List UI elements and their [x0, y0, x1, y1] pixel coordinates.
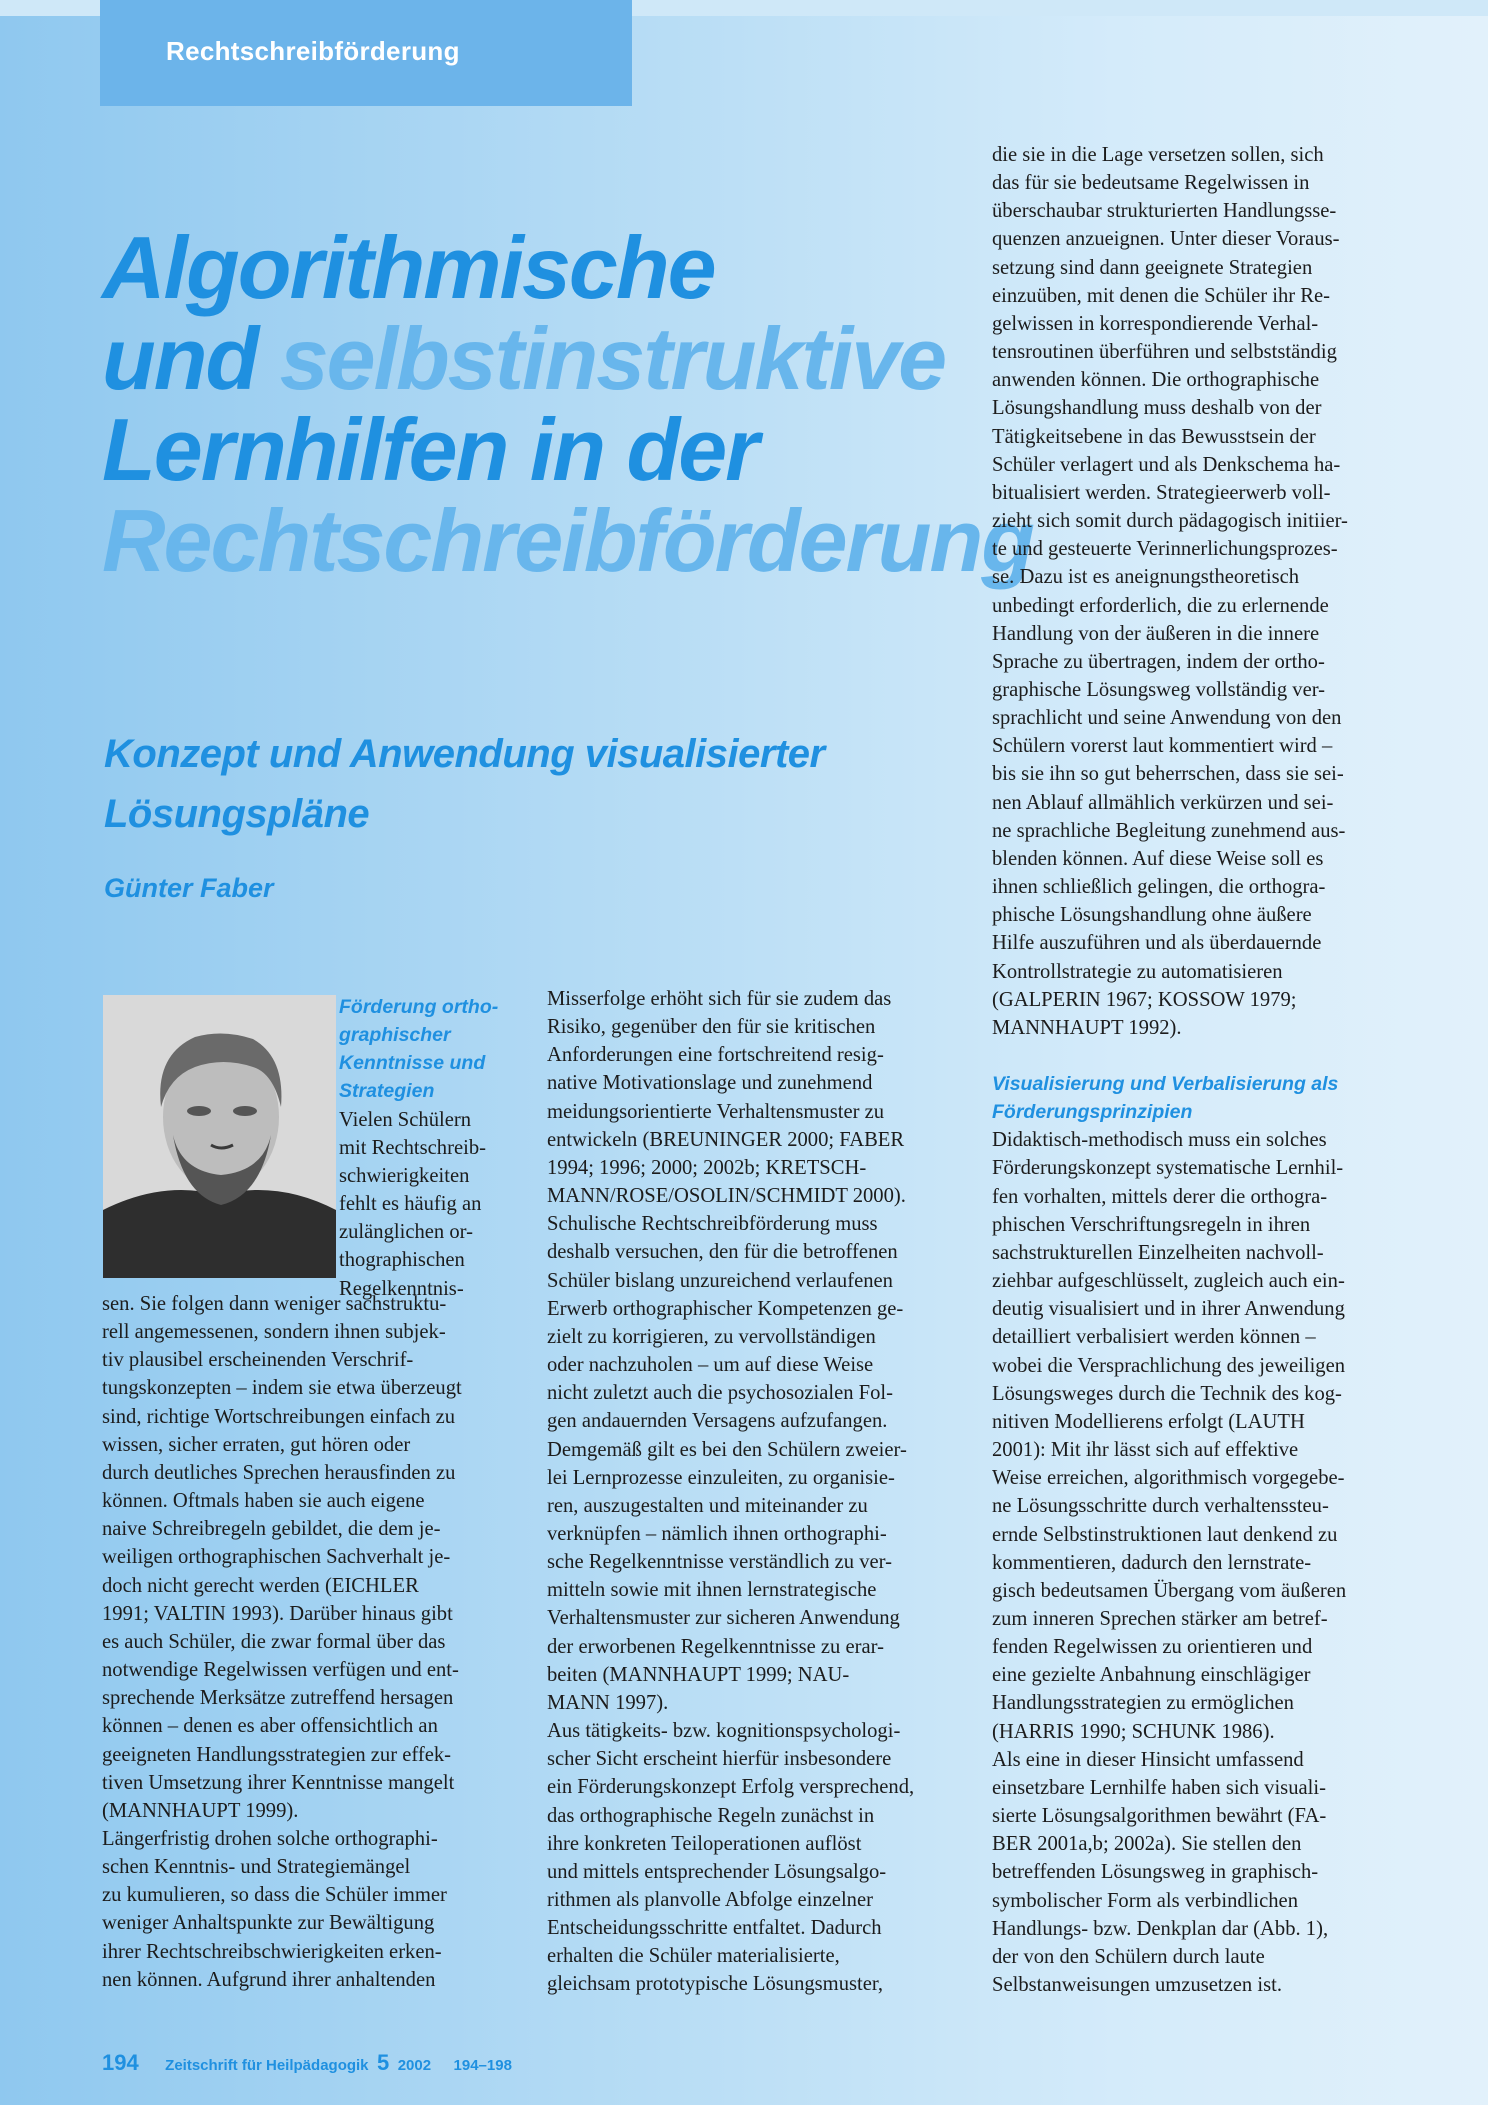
text-line: sind, richtige Wortschreibungen einfach zu [102, 1405, 456, 1428]
text-line: Schülern vorerst laut kommentiert wird – [992, 735, 1333, 758]
text-line: schen Kenntnis- und Strategiemängel [102, 1856, 411, 1879]
text-line: mit Rechtschreib- [339, 1136, 486, 1159]
paragraph-gap [992, 1042, 1412, 1070]
text-line: einzuüben, mit denen die Schüler ihr Re- [992, 284, 1330, 307]
text-line: nen können. Aufgrund ihrer anhaltenden [102, 1968, 436, 1991]
text-line: der von den Schülern durch laute [992, 1945, 1265, 1968]
text-line: tiven Umsetzung ihrer Kenntnisse mangelt [102, 1771, 455, 1794]
text-line: (GALPERIN 1967; KOSSOW 1979; [992, 988, 1297, 1011]
text-line: 1994; 1996; 2000; 2002b; KRETSCH- [547, 1156, 867, 1179]
text-line: symbolischer Form als verbindlichen [992, 1889, 1298, 1912]
text-line: rell angemessenen, sondern ihnen subjek- [102, 1321, 446, 1344]
sidebar-heading-line: graphischer [339, 1024, 451, 1047]
sidebar-heading-line: Förderung ortho- [339, 996, 499, 1018]
text-line: einsetzbare Lernhilfe haben sich visuali- [992, 1776, 1326, 1799]
text-line: sprachlicht und seine Anwendung von den [992, 707, 1342, 730]
text-line: ziehbar aufgeschlüsselt, zugleich auch ein- [992, 1270, 1345, 1293]
text-line: doch nicht gerecht werden (EICHLER [102, 1574, 419, 1597]
text-line: mitteln sowie mit ihnen lernstrategische [547, 1579, 877, 1602]
text-line: beiten (MANNHAUPT 1999; NAU- [547, 1663, 850, 1686]
text-line: ein Förderungskonzept Erfolg versprechend, [547, 1776, 915, 1799]
text-line: graphische Lösungsweg vollständig ver- [992, 678, 1326, 701]
text-line: Handlungs- bzw. Denkplan dar (Abb. 1), [992, 1917, 1329, 1940]
text-line: naive Schreibregeln gebildet, die dem je- [102, 1518, 441, 1541]
text-line: Handlungsstrategien zu ermöglichen [992, 1692, 1294, 1715]
page-range: 194–198 [453, 2057, 512, 2074]
text-line: geeigneten Handlungsstrategien zur effek- [102, 1743, 451, 1766]
sidebar-heading-block [339, 993, 499, 1303]
column-2 [547, 985, 957, 1999]
text-line: wissen, sicher erraten, gut hören oder [102, 1433, 411, 1456]
section-heading-line: Visualisierung und Verbalisierung als [992, 1073, 1339, 1095]
text-line: ren, auszugestalten und miteinander zu [547, 1494, 868, 1517]
text-line: Handlung von der äußeren in die innere [992, 622, 1320, 645]
section-label: Rechtschreibförderung [166, 36, 460, 66]
text-line: phischen Verschriftungsregeln in ihren [992, 1213, 1311, 1236]
text-line: nen Ablauf allmählich verkürzen und sei- [992, 791, 1334, 814]
text-line: zulänglichen or- [339, 1221, 473, 1244]
text-line: Schulische Rechtschreibförderung muss [547, 1213, 878, 1236]
text-line: weiligen orthographischen Sachverhalt je- [102, 1546, 451, 1569]
text-line: gisch bedeutsamen Übergang vom äußeren [992, 1579, 1347, 1602]
text-line: meidungsorientierte Verhaltensmuster zu [547, 1100, 885, 1123]
column-1 [102, 1290, 512, 1994]
text-line: Didaktisch-methodisch muss ein solches [992, 1129, 1327, 1152]
issue-number: 5 [376, 2050, 390, 2075]
text-line: und mittels entsprechender Lösungsalgo- [547, 1860, 887, 1883]
text-line: Weise erreichen, algorithmisch vorgegebe- [992, 1467, 1345, 1490]
text-line: sierte Lösungsalgorithmen bewährt (FA- [992, 1805, 1327, 1828]
text-line: Anforderungen eine fortschreitend resig- [547, 1044, 884, 1067]
text-line: Verhaltensmuster zur sicheren Anwendung [547, 1607, 900, 1630]
text-line: Risiko, gegenüber den für sie kritischen [547, 1016, 876, 1039]
text-line: rithmen als planvolle Abfolge einzelner [547, 1889, 873, 1911]
text-line: tensroutinen überführen und selbstständig [992, 341, 1337, 364]
text-line: BER 2001a,b; 2002a). Sie stellen den [992, 1833, 1302, 1856]
text-line: Aus tätigkeits- bzw. kognitionspsychologi- [547, 1720, 901, 1743]
text-line: eine gezielte Anbahnung einschlägiger [992, 1664, 1311, 1687]
text-line: deutig visualisiert und in ihrer Anwendung [992, 1298, 1345, 1321]
text-line: Förderungskonzept systematische Lernhil- [992, 1157, 1344, 1180]
title-line-2-light: selbstinstruktive [279, 309, 946, 408]
text-line: entwickeln (BREUNINGER 2000; FABER [547, 1128, 905, 1151]
text-line: gelwissen in korrespondierende Verhal- [992, 312, 1319, 335]
text-line: sprechende Merksätze zutreffend hersagen [102, 1687, 454, 1710]
text-line: native Motivationslage und zunehmend [547, 1072, 873, 1095]
text-line: Demgemäß gilt es bei den Schülern zweier- [547, 1438, 907, 1461]
text-line: tiv plausibel erscheinenden Verschrif- [102, 1349, 414, 1372]
text-line: ernde Selbstinstruktionen laut denkend zu [992, 1523, 1338, 1546]
text-line: setzung sind dann geeignete Strategien [992, 256, 1313, 279]
text-line: deshalb versuchen, den für die betroffenen [547, 1241, 898, 1264]
text-line: betreffenden Lösungsweg in graphisch- [992, 1861, 1319, 1884]
text-line: ne sprachliche Begleitung zunehmend aus- [992, 819, 1346, 842]
text-line: anwenden können. Die orthographische [992, 369, 1320, 392]
article-subtitle [104, 724, 924, 844]
article-title [102, 218, 1034, 590]
text-line: Schüler verlagert und als Denkschema ha- [992, 453, 1341, 476]
title-line-3: Lernhilfen in der [102, 400, 758, 499]
sidebar-heading-line: Kenntnisse und [339, 1052, 486, 1075]
text-line: unbedingt erforderlich, die zu erlernende [992, 594, 1329, 617]
text-line: fehlt es häufig an [339, 1193, 482, 1216]
text-line: Misserfolge erhöht sich für sie zudem das [547, 988, 892, 1010]
title-line-2-dark: und [102, 309, 280, 408]
text-line: fenden Regelwissen zu orientieren und [992, 1636, 1313, 1659]
text-line: es auch Schüler, die zwar formal über das [102, 1630, 446, 1653]
text-line: ihrer Rechtschreibschwierigkeiten erken- [102, 1940, 442, 1963]
text-line: detailliert verbalisiert werden können – [992, 1326, 1316, 1349]
text-line: ihre konkreten Teiloperationen auflöst [547, 1832, 862, 1855]
title-line-2 [102, 309, 982, 408]
title-line-1: Algorithmische [102, 218, 715, 317]
text-line: tungskonzepten – indem sie etwa überzeugt [102, 1377, 462, 1400]
text-line: Regelkenntnis- [339, 1277, 464, 1300]
text-line: MANNHAUPT 1992). [992, 1016, 1182, 1039]
text-line: notwendige Regelwissen verfügen und ent- [102, 1659, 459, 1682]
text-line: Längerfristig drohen solche orthographi- [102, 1827, 438, 1850]
text-line: können – denen es aber offensichtlich an [102, 1715, 438, 1738]
author-portrait-image [103, 995, 336, 1278]
sidebar-heading-line: Strategien [339, 1080, 435, 1103]
text-line: sachstrukturellen Einzelheiten nachvoll- [992, 1241, 1324, 1264]
text-line: schwierigkeiten [339, 1164, 470, 1187]
text-line: 2001): Mit ihr lässt sich auf effektive [992, 1439, 1299, 1462]
text-line: blenden können. Auf diese Weise soll es [992, 847, 1324, 870]
text-line: zielt zu korrigieren, zu vervollständigen [547, 1325, 876, 1348]
text-line: zieht sich somit durch pädagogisch initiier- [992, 510, 1348, 533]
issue-year: 2002 [397, 2057, 432, 2074]
text-line: durch deutliches Sprechen herausfinden zu [102, 1461, 456, 1484]
text-line: ihnen schließlich gelingen, die orthogra- [992, 876, 1326, 899]
text-line: weniger Anhaltspunkte zur Bewältigung [102, 1912, 435, 1935]
text-line: fen vorhalten, mittels derer die orthogra- [992, 1185, 1328, 1208]
text-line: gleichsam prototypische Lösungsmuster, [547, 1973, 884, 1996]
text-line: gen andauernden Versagens aufzufangen. [547, 1410, 888, 1433]
author-photo [103, 995, 336, 1278]
text-line: lei Lernprozesse einzuleiten, zu organisie- [547, 1466, 895, 1489]
page-number: 194 [102, 2050, 139, 2075]
text-line: nicht zuletzt auch die psychosozialen Fol- [547, 1382, 893, 1405]
text-line: Selbstanweisungen umzusetzen ist. [992, 1974, 1282, 1996]
text-line: oder nachzuholen – um auf diese Weise [547, 1354, 874, 1377]
text-line: phische Lösungshandlung ohne äußere [992, 904, 1312, 927]
text-line: zu kumulieren, so dass die Schüler immer [102, 1884, 447, 1907]
text-line: Sprache zu übertragen, indem der ortho- [992, 650, 1325, 673]
text-line: (MANNHAUPT 1999). [102, 1799, 299, 1822]
text-line: zum inneren Sprechen stärker am betref- [992, 1607, 1328, 1630]
text-line: nitiven Modellierens erfolgt (LAUTH [992, 1410, 1305, 1433]
text-line: sen. Sie folgen dann weniger sachstruktu- [102, 1293, 447, 1315]
text-line: verknüpfen – nämlich ihnen orthographi- [547, 1522, 887, 1545]
text-line: der erworbenen Regelkenntnisse zu erar- [547, 1635, 884, 1658]
subtitle-line-2: Lösungspläne [104, 792, 370, 836]
author-name: Günter Faber [104, 873, 274, 903]
text-line: thographischen [339, 1249, 465, 1272]
text-line: wobei die Versprachlichung des jeweiligen [992, 1354, 1346, 1377]
text-line: 1991; VALTIN 1993). Darüber hinaus gibt [102, 1602, 453, 1625]
text-line: Erwerb orthographischer Kompetenzen ge- [547, 1297, 904, 1320]
text-line: (HARRIS 1990; SCHUNK 1986). [992, 1720, 1275, 1743]
text-line: quenzen anzueignen. Unter dieser Voraus- [992, 228, 1340, 251]
text-line: Als eine in dieser Hinsicht umfassend [992, 1748, 1304, 1771]
journal-name: Zeitschrift für Heilpädagogik [165, 2057, 369, 2074]
subtitle-line-1: Konzept und Anwendung visualisierter [104, 732, 825, 776]
text-line: scher Sicht erscheint hierfür insbesondere [547, 1748, 892, 1771]
text-line: überschaubar strukturierten Handlungsse- [992, 200, 1337, 223]
text-line: MANN 1997). [547, 1691, 669, 1714]
text-line: Vielen Schülern [339, 1108, 472, 1131]
text-line: Entscheidungsschritte entfaltet. Dadurch [547, 1917, 882, 1940]
text-line: te und gesteuerte Verinnerlichungsprozes- [992, 538, 1338, 561]
text-line: sche Regelkenntnisse verständlich zu ver- [547, 1551, 892, 1574]
text-line: se. Dazu ist es aneignungstheoretisch [992, 566, 1300, 589]
text-line: Kontrollstrategie zu automatisieren [992, 960, 1283, 983]
text-line: die sie in die Lage versetzen sollen, sich [992, 144, 1324, 166]
text-line: Hilfe auszuführen und als überdauernde [992, 932, 1322, 955]
section-heading-line: Förderungsprinzipien [992, 1101, 1193, 1124]
text-line: das für sie bedeutsame Regelwissen in [992, 172, 1310, 195]
text-line: MANN/ROSE/OSOLIN/SCHMIDT 2000). [547, 1185, 906, 1208]
title-line-4: Rechtschreibförderung [102, 491, 1034, 590]
text-line: Tätigkeitsebene in das Bewusstsein der [992, 425, 1316, 448]
column-3 [992, 141, 1412, 1999]
text-line: bis sie ihn so gut beherrschen, dass sie sei- [992, 763, 1344, 786]
text-line: ne Lösungsschritte durch verhaltenssteu- [992, 1495, 1329, 1518]
text-line: bitualisiert werden. Strategieerwerb voll- [992, 481, 1331, 504]
text-line: das orthographische Regeln zunächst in [547, 1804, 875, 1827]
page-footer [102, 2050, 512, 2076]
text-line: kommentieren, dadurch den lernstrate- [992, 1551, 1312, 1574]
text-line: Schüler bislang unzureichend verlaufenen [547, 1269, 893, 1292]
text-line: Lösungshandlung muss deshalb von der [992, 397, 1322, 420]
text-line: erhalten die Schüler materialisierte, [547, 1945, 840, 1968]
text-line: können. Oftmals haben sie auch eigene [102, 1490, 425, 1513]
text-line: Lösungsweges durch die Technik des kog- [992, 1382, 1342, 1405]
